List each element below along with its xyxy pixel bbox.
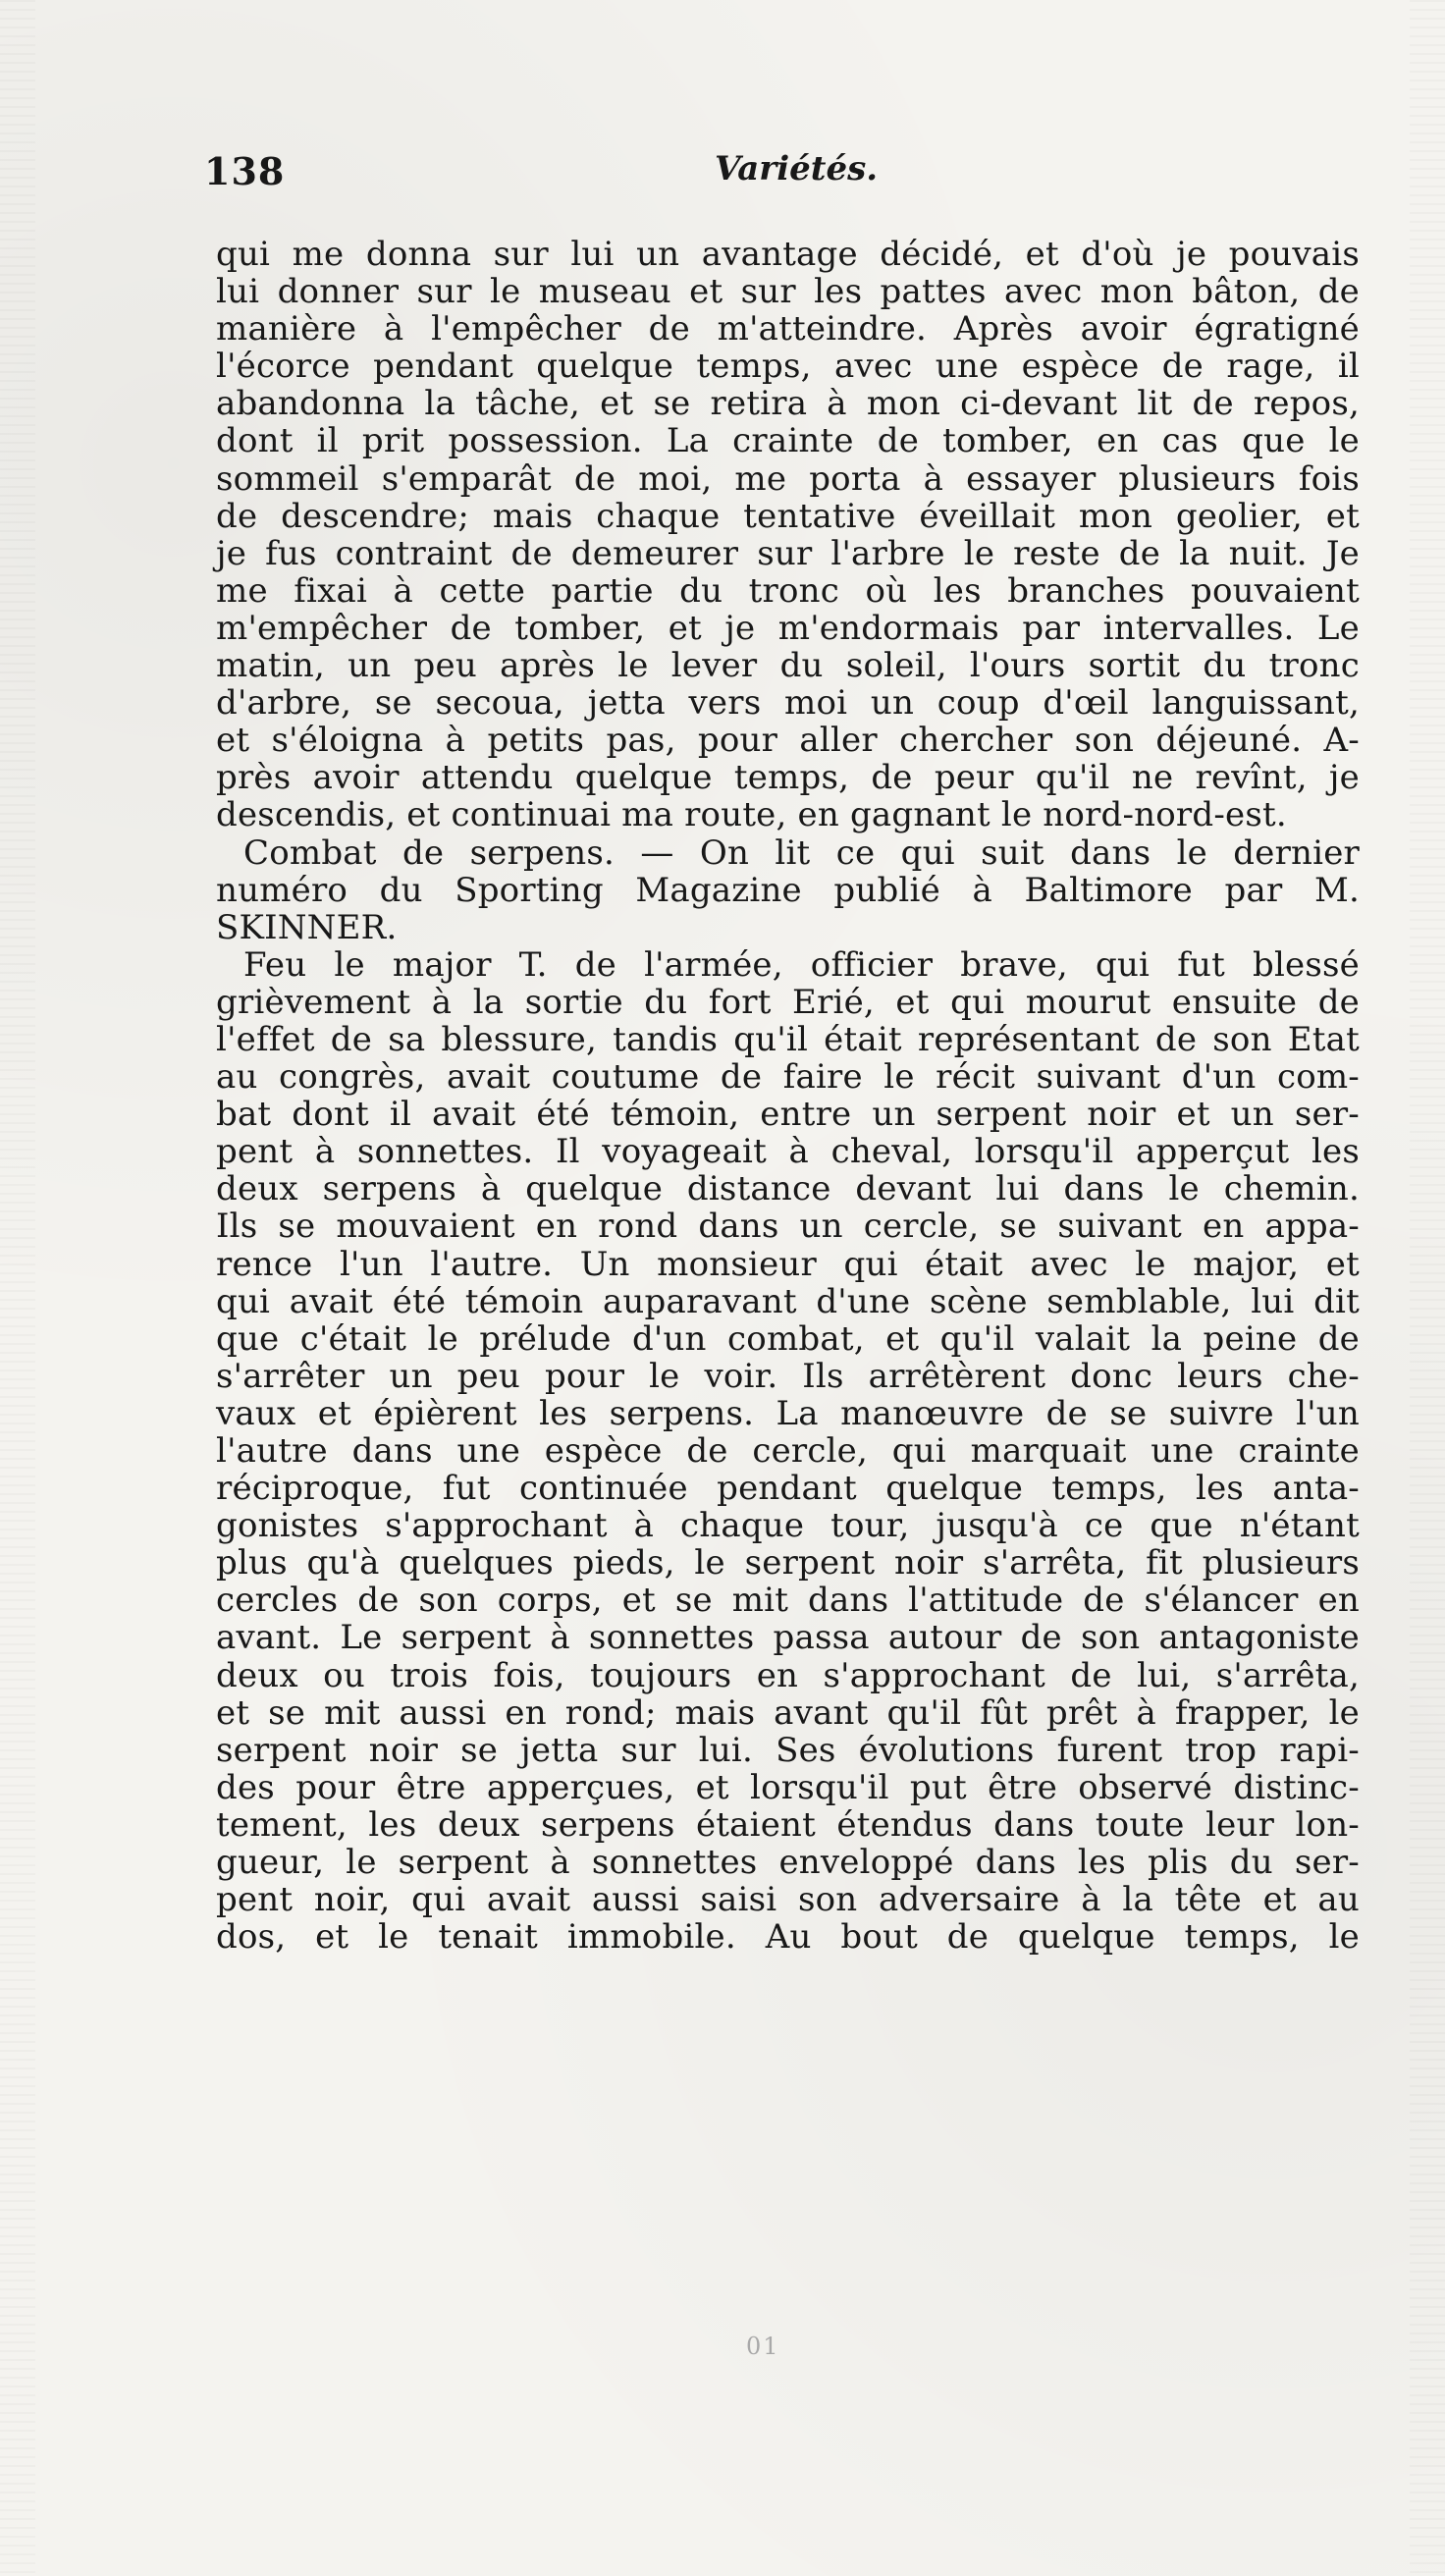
text-line: Ils se mouvaient en rond dans un cercle, se suivant en appa- — [216, 1207, 1360, 1247]
running-title: Variétés. — [715, 149, 879, 188]
text-line: qui me donna sur lui un avantage décidé, et d'où je pouvais — [216, 235, 1360, 274]
text-line: matin, un peu après le lever du soleil, l'ours sortit du tronc — [216, 646, 1360, 686]
text-line: qui avait été témoin auparavant d'une scène semblable, lui dit — [216, 1281, 1360, 1321]
text-line: que c'était le prélude d'un combat, et qu'il valait la peine de — [216, 1318, 1360, 1359]
text-line: dont il prit possession. La crainte de tomber, en cas que le — [216, 421, 1360, 461]
section-heading-line: Combat de serpens. — On lit ce qui suit dans le dernier — [243, 832, 1360, 873]
text-line: me fixai à cette partie du tronc où les branches pouvaient — [216, 570, 1360, 611]
text-line: cercles de son corps, et se mit dans l'attitude de s'élancer en — [216, 1581, 1360, 1621]
text-line: près avoir attendu quelque temps, de peur qu'il ne revînt, je — [216, 758, 1360, 798]
text-line: plus qu'à quelques pieds, le serpent noir s'arrêta, fit plusieurs — [216, 1543, 1360, 1583]
text-line: je fus contraint de demeurer sur l'arbre le reste de la nuit. Je — [216, 533, 1360, 573]
text-line: et s'éloigna à petits pas, pour aller chercher son déjeuné. A- — [216, 721, 1360, 761]
text-line: gonistes s'approchant à chaque tour, jusqu'à ce que n'étant — [216, 1506, 1360, 1546]
text-line: manière à l'empêcher de m'atteindre. Après avoir égratigné — [216, 309, 1360, 349]
text-line: pent noir, qui avait aussi saisi son adversaire à la tête et au — [216, 1880, 1360, 1920]
text-line: lui donner sur le museau et sur les pattes avec mon bâton, de — [216, 272, 1360, 312]
text-line: m'empêcher de tomber, et je m'endormais par intervalles. Le — [216, 608, 1360, 648]
text-line: de descendre; mais chaque tentative éveillait mon geolier, et — [216, 496, 1360, 536]
text-line: s'arrêter un peu pour le voir. Ils arrêtèrent donc leurs che- — [216, 1356, 1360, 1396]
text-line: tement, les deux serpens étaient étendus dans toute leur lon- — [216, 1804, 1360, 1845]
text-line: rence l'un l'autre. Un monsieur qui était avec le major, et — [216, 1244, 1360, 1284]
text-line: deux ou trois fois, toujours en s'approchant de lui, s'arrêta, — [216, 1655, 1360, 1695]
text-line: et se mit aussi en rond; mais avant qu'il fût prêt à frapper, le — [216, 1692, 1360, 1733]
text-line: réciproque, fut continuée pendant quelque temps, les anta- — [216, 1469, 1360, 1509]
text-line: sommeil s'emparât de moi, me porta à essayer plusieurs fois — [216, 458, 1360, 499]
author-line: SKINNER. — [216, 907, 398, 947]
text-line: au congrès, avait coutume de faire le récit suivant d'un com- — [216, 1057, 1360, 1098]
text-line: avant. Le serpent à sonnettes passa autour de son antagoniste — [216, 1618, 1360, 1658]
text-line: d'arbre, se secoua, jetta vers moi un coup d'œil languissant, — [216, 683, 1360, 724]
text-line: dos, et le tenait immobile. Au bout de quelque temps, le — [216, 1917, 1360, 1958]
text-line: l'écorce pendant quelque temps, avec une espèce de rage, il — [216, 347, 1360, 387]
text-line: numéro du Sporting Magazine publié à Baltimore par M. — [216, 870, 1360, 910]
text-line: deux serpens à quelque distance devant lui dans le chemin. — [216, 1169, 1360, 1209]
text-line: l'autre dans une espèce de cercle, qui marquait une crainte — [216, 1431, 1360, 1471]
text-line: descendis, et continuai ma route, en gagnant le nord-nord-est. — [216, 795, 1287, 835]
text-line: des pour être apperçues, et lorsqu'il put être observé distinc- — [216, 1767, 1360, 1807]
left-scan-edge — [0, 0, 35, 2576]
text-line: serpent noir se jetta sur lui. Ses évolutions furent trop rapi- — [216, 1730, 1360, 1770]
text-line: abandonna la tâche, et se retira à mon ci-devant lit de repos, — [216, 384, 1360, 424]
body-text — [216, 236, 1360, 1956]
text-line: Feu le major T. de l'armée, officier brave, qui fut blessé — [243, 944, 1360, 985]
text-line: vaux et épièrent les serpens. La manœuvre de se suivre l'un — [216, 1393, 1360, 1433]
text-line: gueur, le serpent à sonnettes enveloppé dans les plis du ser- — [216, 1843, 1360, 1883]
text-line: pent à sonnettes. Il voyageait à cheval, lorsqu'il apperçut les — [216, 1132, 1360, 1172]
text-line: bat dont il avait été témoin, entre un serpent noir et un ser- — [216, 1095, 1360, 1135]
page-number: 138 — [204, 149, 286, 193]
page-header — [204, 149, 1372, 208]
text-line: grièvement à la sortie du fort Erié, et qui mourut ensuite de — [216, 982, 1360, 1022]
right-scan-edge — [1410, 0, 1445, 2576]
faint-page-mark: 01 — [746, 2333, 780, 2360]
text-line: l'effet de sa blessure, tandis qu'il était représentant de son Etat — [216, 1019, 1360, 1059]
